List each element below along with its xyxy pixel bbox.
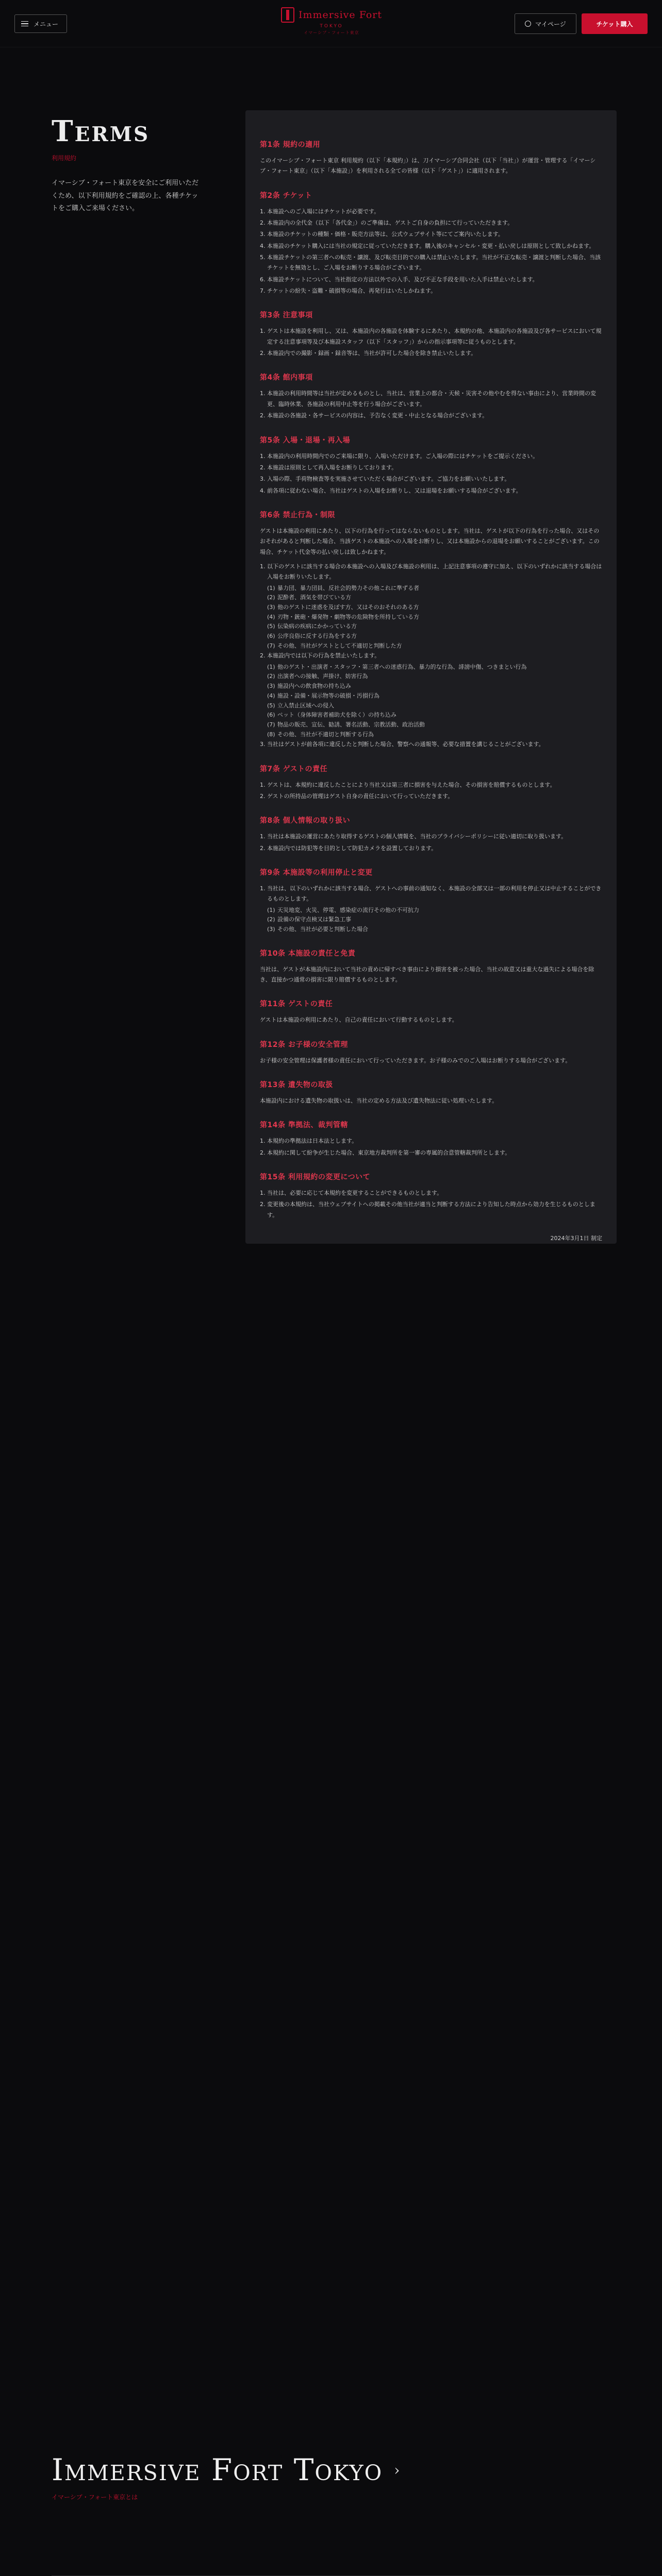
clause-text: 本施設チケットの第三者への転売・譲渡、及び転売目的での購入は禁止いたします。当社が不正な転売・譲渡と判断した場合、当該チケットを無効とし、ご入場をお断りする場合がございます。 xyxy=(267,254,601,272)
fort-emblem-icon xyxy=(281,7,294,23)
clause-text: ゲストの所持品の管理はゲスト自身の責任において行っていただきます。 xyxy=(267,792,454,800)
clause-text: 本施設のチケットの種類・価格・販売方法等は、公式ウェブサイト等にてご案内いたします。 xyxy=(267,231,504,238)
sub-clause-number: (5) xyxy=(267,623,275,630)
clause-number: 5. xyxy=(260,254,266,261)
sub-clause-text: 施設内への飲食物の持ち込み xyxy=(277,683,351,690)
clause-text: 前各項に従わない場合、当社はゲストの入場をお断りし、又は退場をお願いする場合がございます。 xyxy=(267,487,522,494)
mypage-label: マイページ xyxy=(535,20,566,28)
footer-nav-subtitle: イマーシブ・フォート東京とは xyxy=(52,2494,138,2501)
clause-text: 本施設の各施設・各サービスの内容は、予告なく変更・中止となる場合がございます。 xyxy=(267,412,488,419)
clause-text: 本施設内での撮影・録画・録音等は、当社が許可した場合を除き禁止いたします。 xyxy=(267,350,477,357)
sub-clause-text: 刃物・銃砲・爆発物・劇物等の危険物を所持している方 xyxy=(277,613,419,620)
clause-number: 3. xyxy=(260,231,266,238)
clause-text: 以下のゲストに該当する場合の本施設への入場及び本施設の利用は、上記注意事項の遵守に加え、以下のいずれかに該当する場合は入場をお断りいたします。 xyxy=(267,563,602,581)
clause-item xyxy=(260,451,602,462)
terms-section xyxy=(260,764,602,802)
footer-nav-title xyxy=(52,2452,401,2487)
section-heading: 第10条 本施設の責任と免責 xyxy=(260,949,356,958)
clause-number: 1. xyxy=(260,885,266,892)
clause-item xyxy=(260,463,602,473)
footer-nav-link[interactable] xyxy=(52,2452,610,2576)
clause-text: 当社はゲストが前各項に違反したと判断した場合、警察への通報等、必要な措置を講じることがございます。 xyxy=(267,741,544,748)
clause-text: 入場の際、手荷物検査等を実施させていただく場合がございます。ご協力をお願いいたします。 xyxy=(267,476,510,483)
clause-text: 当社は、必要に応じて本規約を変更することができるものとします。 xyxy=(267,1190,443,1197)
clause-item xyxy=(260,1199,602,1221)
sub-clause-number: (2) xyxy=(267,673,275,680)
sub-clause-item xyxy=(260,701,602,711)
sub-clause-item xyxy=(260,710,602,720)
sub-clause-number: (1) xyxy=(267,663,275,670)
section-heading: 第13条 遺失物の取扱 xyxy=(260,1081,333,1090)
clause-number: 1. xyxy=(260,328,266,335)
clause-item xyxy=(260,884,602,905)
clause-item xyxy=(260,229,602,240)
clause-number: 3. xyxy=(260,476,266,483)
clause-text: 変更後の本規約は、当社ウェブサイトへの掲載その他当社が適当と判断する方法により告知した時点から効力を生じるものとします。 xyxy=(267,1201,595,1218)
footer-nav-title-text: Immersive Fort Tokyo xyxy=(52,2452,383,2487)
sub-clause-text: 施設・設備・展示物等の破損・汚損行為 xyxy=(277,692,379,699)
clause-item xyxy=(260,832,602,842)
clause-number: 6. xyxy=(260,276,266,283)
section-heading: 第6条 禁止行為・制限 xyxy=(260,511,336,519)
terms-section xyxy=(260,139,602,177)
sub-clause-text: 他のゲスト・出演者・スタッフ・第三者への迷惑行為、暴力的な行為、誹謗中傷、つきまとい行為 xyxy=(277,663,527,670)
section-heading: 第5条 入場・退場・再入場 xyxy=(260,436,351,445)
terms-section xyxy=(260,310,602,359)
sub-clause-text: 伝染病の疾病にかかっている方 xyxy=(277,623,357,630)
sub-clause-item xyxy=(260,691,602,701)
sub-clause-number: (4) xyxy=(267,613,275,620)
clause-item xyxy=(260,739,602,750)
sub-clause-text: その他、当社が必要と判断した場合 xyxy=(277,926,368,933)
clause-number: 2. xyxy=(260,464,266,471)
section-paragraph: このイマーシブ・フォート東京 利用規約（以下「本規約」）は、刀イマーシブ合同会社（以下「当社」）が運営・管理する「イマーシブ・フォート東京」（以下「本施設」）を利用される全ての皆様（以下「ゲスト」）に適用されます。 xyxy=(260,157,596,175)
clause-number: 1. xyxy=(260,390,266,397)
section-heading: 第2条 チケット xyxy=(260,191,312,200)
sub-clause-item xyxy=(260,925,602,935)
terms-section xyxy=(260,1172,602,1221)
clause-item xyxy=(260,275,602,285)
section-heading: 第7条 ゲストの責任 xyxy=(260,765,328,773)
sub-clause-text: 泥酔者、酒気を帯びている方 xyxy=(277,594,351,601)
user-icon xyxy=(525,21,531,27)
clause-text: 本施設チケットについて、当社指定の方法以外での入手、及び不正な手段を用いた入手は禁止いたします。 xyxy=(267,276,538,283)
mypage-button[interactable] xyxy=(515,13,576,34)
clause-item xyxy=(260,207,602,217)
sub-clause-item xyxy=(260,672,602,682)
clause-item xyxy=(260,843,602,854)
clause-item xyxy=(260,791,602,802)
sub-clause-text: 物品の販売、宣伝、勧誘、署名活動、宗教活動、政治活動 xyxy=(277,721,425,728)
section-paragraph: 本施設内における遺失物の取扱いは、当社の定める方法及び遺失物法に従い処理いたします。 xyxy=(260,1097,498,1105)
site-header xyxy=(0,0,662,47)
sub-clause-item xyxy=(260,622,602,632)
clause-number: 3. xyxy=(260,741,266,748)
clause-item xyxy=(260,326,602,347)
section-heading: 第4条 館内事項 xyxy=(260,374,313,382)
clause-text: 本施設は原則として再入場をお断りしております。 xyxy=(267,464,398,471)
sub-clause-number: (2) xyxy=(267,916,275,923)
clause-item xyxy=(260,780,602,790)
sub-clause-item xyxy=(260,915,602,925)
logo-sub: TOKYO xyxy=(320,24,343,29)
terms-date: 2024年3月1日 制定 xyxy=(550,1235,602,1242)
clause-number: 2. xyxy=(260,652,266,659)
sub-clause-number: (7) xyxy=(267,642,275,649)
clause-item xyxy=(260,241,602,251)
terms-section xyxy=(260,1120,602,1158)
sub-clause-item xyxy=(260,720,602,730)
sub-clause-number: (6) xyxy=(267,633,275,640)
terms-section xyxy=(260,190,602,297)
sub-clause-text: 立入禁止区域への侵入 xyxy=(277,702,334,709)
sub-clause-text: 暴力団、暴力団員、反社会的勢力その他これに準ずる者 xyxy=(277,584,419,591)
clause-number: 4. xyxy=(260,487,266,494)
section-heading: 第15条 利用規約の変更について xyxy=(260,1173,371,1182)
terms-section xyxy=(260,1039,602,1066)
clause-text: ゲストは、本規約に違反したことにより当社又は第三者に損害を与えた場合、その損害を賠償するものとします。 xyxy=(267,781,556,788)
clause-number: 4. xyxy=(260,242,266,249)
sub-clause-item xyxy=(260,593,602,603)
terms-section xyxy=(260,510,602,750)
section-heading: 第8条 個人情報の取り扱い xyxy=(260,817,351,825)
clause-text: 本規約の準拠法は日本法とします。 xyxy=(267,1138,358,1145)
page-title: Terms xyxy=(52,114,150,148)
sub-clause-number: (8) xyxy=(267,731,275,738)
clause-item xyxy=(260,562,602,583)
section-paragraph: ゲストは本施設の利用にあたり、以下の行為を行ってはならないものとします。当社は、ゲストが以下の行為を行った場合、又はそのおそれがあると判断した場合、当該ゲストの本施設への入場をお断りし、又は本施設からの退場をお願いすることがございます。この場合、チケット代金等の払い戻しは致しかねます。 xyxy=(260,527,600,555)
sub-clause-item xyxy=(260,613,602,622)
terms-section xyxy=(260,948,602,986)
clause-number: 1. xyxy=(260,563,266,570)
page-lead: イマーシブ・フォート東京を安全にご利用いただくため、以下利用規約をご確認の上、各種チケットをご購入ご来場ください。 xyxy=(52,179,199,213)
clause-item xyxy=(260,474,602,484)
clause-number: 1. xyxy=(260,208,266,215)
clause-number: 1. xyxy=(260,452,266,460)
section-heading: 第1条 規約の適用 xyxy=(260,141,321,149)
clause-text: 本施設内では以下の行為を禁止いたします。 xyxy=(267,652,380,659)
section-paragraph: 当社は、ゲストが本施設内において当社の責めに帰すべき事由により損害を被った場合、当社の故意又は重大な過失による場合を除き、直接かつ通常の損害に限り賠償するものとします。 xyxy=(260,965,594,984)
clause-item xyxy=(260,388,602,410)
sub-clause-text: 出演者への接触、声掛け、妨害行為 xyxy=(277,673,368,680)
clause-number: 2. xyxy=(260,1149,266,1156)
logo-text: Immersive Fort xyxy=(298,9,382,21)
sub-clause-number: (3) xyxy=(267,926,275,933)
section-heading: 第11条 ゲストの責任 xyxy=(260,1000,333,1009)
clause-number: 2. xyxy=(260,350,266,357)
sub-clause-item xyxy=(260,584,602,594)
sub-clause-item xyxy=(260,906,602,916)
buy-ticket-button[interactable]: チケット購入 xyxy=(582,13,648,34)
clause-text: 本施設内の全代金（以下「各代金」）のご準備は、ゲストご自身の負担にて行っていただきます。 xyxy=(267,219,514,227)
clause-number: 2. xyxy=(260,792,266,800)
terms-section xyxy=(260,867,602,935)
menu-label: メニュー xyxy=(34,20,59,28)
clause-item xyxy=(260,252,602,274)
clause-text: 本施設内の利用時間内でのご来場に限り、入場いただけます。ご入場の際にはチケットをご提示ください。 xyxy=(267,452,539,460)
sub-clause-number: (3) xyxy=(267,603,275,611)
footer-nav xyxy=(52,2452,610,2576)
section-paragraph: ゲストは本施設の利用にあたり、自己の責任において行動するものとします。 xyxy=(260,1016,458,1024)
clause-item xyxy=(260,1136,602,1146)
sub-clause-number: (1) xyxy=(267,906,275,913)
site-logo[interactable] xyxy=(277,7,386,40)
terms-section xyxy=(260,815,602,854)
clause-item xyxy=(260,411,602,421)
terms-section xyxy=(260,372,602,421)
clause-number: 1. xyxy=(260,781,266,788)
sub-clause-number: (7) xyxy=(267,721,275,728)
section-heading: 第12条 お子様の安全管理 xyxy=(260,1040,348,1049)
clause-item xyxy=(260,486,602,496)
sub-clause-item xyxy=(260,730,602,740)
section-heading: 第3条 注意事項 xyxy=(260,311,313,320)
sub-clause-text: 公序良俗に反する行為をする方 xyxy=(277,633,357,640)
section-heading: 第14条 準拠法、裁判管轄 xyxy=(260,1121,348,1130)
logo-tag: イマーシブ・フォート東京 xyxy=(304,30,359,35)
clause-text: ゲストは本施設を利用し、又は、本施設内の各施設を体験するにあたり、本規約の他、本施設内の各施設及び各サービスにおいて規定する注意事項等及び本施設スタッフ（以下「スタッフ」）からの指示事項等に従うものとします。 xyxy=(267,328,602,345)
sub-clause-item xyxy=(260,641,602,651)
clause-text: 本規約に関して紛争が生じた場合、東京地方裁判所を第一審の専属的合意管轄裁判所とします。 xyxy=(267,1149,511,1156)
clause-item xyxy=(260,1188,602,1198)
hamburger-icon xyxy=(21,21,28,27)
page-subtitle: 利用規約 xyxy=(52,155,77,162)
section-heading: 第9条 本施設等の利用停止と変更 xyxy=(260,868,373,877)
terms-section xyxy=(260,998,602,1025)
sub-clause-text: その他、当社が不適切と判断する行為 xyxy=(277,731,374,738)
clause-item xyxy=(260,1148,602,1158)
sub-clause-item xyxy=(260,682,602,691)
sub-clause-number: (1) xyxy=(267,584,275,591)
clause-text: 本施設のチケット購入には当社の規定に従っていただきます。購入後のキャンセル・変更・払い戻しは原則として致しかねます。 xyxy=(267,242,595,249)
sub-clause-number: (3) xyxy=(267,683,275,690)
terms-section xyxy=(260,1079,602,1106)
terms-panel xyxy=(245,110,617,1244)
clause-text: 本施設へのご入場にはチケットが必要です。 xyxy=(267,208,380,215)
sub-clause-text: 天災地変、火災、停電、感染症の流行その他の不可抗力 xyxy=(277,906,419,913)
clause-number: 2. xyxy=(260,844,266,852)
menu-button[interactable] xyxy=(14,14,67,33)
sub-clause-number: (6) xyxy=(267,711,275,719)
sub-clause-item xyxy=(260,603,602,613)
clause-number: 2. xyxy=(260,219,266,227)
clause-item xyxy=(260,348,602,359)
arrow-right-icon: › xyxy=(394,2461,401,2479)
clause-number: 2. xyxy=(260,1201,266,1208)
sub-clause-text: 設備の保守点検又は緊急工事 xyxy=(277,916,351,923)
section-paragraph: お子様の安全管理は保護者様の責任において行っていただきます。お子様のみでのご入場はお断りする場合がございます。 xyxy=(260,1057,571,1064)
clause-item xyxy=(260,218,602,228)
clause-text: 当社は本施設の運営にあたり取得するゲストの個人情報を、当社のプライバシーポリシーに従い適切に取り扱います。 xyxy=(267,833,567,840)
clause-number: 1. xyxy=(260,1138,266,1145)
clause-text: チケットの紛失・盗難・破損等の場合、再発行はいたしかねます。 xyxy=(267,287,437,295)
terms-section xyxy=(260,435,602,496)
clause-text: 当社は、以下のいずれかに該当する場合、ゲストへの事前の通知なく、本施設の全部又は一部の利用を停止又は中止することができるものとします。 xyxy=(267,885,602,903)
sub-clause-text: ペット（身体障害者補助犬を除く）の持ち込み xyxy=(277,711,396,719)
clause-text: 本施設内では防犯等を目的として防犯カメラを設置しております。 xyxy=(267,844,437,852)
sub-clause-number: (2) xyxy=(267,594,275,601)
clause-item xyxy=(260,651,602,661)
sub-clause-item xyxy=(260,632,602,641)
sub-clause-number: (4) xyxy=(267,692,275,699)
clause-text: 本施設の利用時間等は当社が定めるものとし、当社は、営業上の都合・天候・災害その他やむを得ない事由により、営業時間の変更、臨時休業、各施設の利用中止等を行う場合がございます。 xyxy=(267,390,596,408)
sub-clause-number: (5) xyxy=(267,702,275,709)
clause-number: 7. xyxy=(260,287,266,295)
sub-clause-text: 他のゲストに迷惑を及ぼす方、又はそのおそれのある方 xyxy=(277,603,419,611)
clause-number: 1. xyxy=(260,833,266,840)
sub-clause-text: その他、当社がゲストとして不適切と判断した方 xyxy=(277,642,402,649)
clause-number: 1. xyxy=(260,1190,266,1197)
clause-number: 2. xyxy=(260,412,266,419)
sub-clause-item xyxy=(260,663,602,672)
clause-item xyxy=(260,286,602,296)
